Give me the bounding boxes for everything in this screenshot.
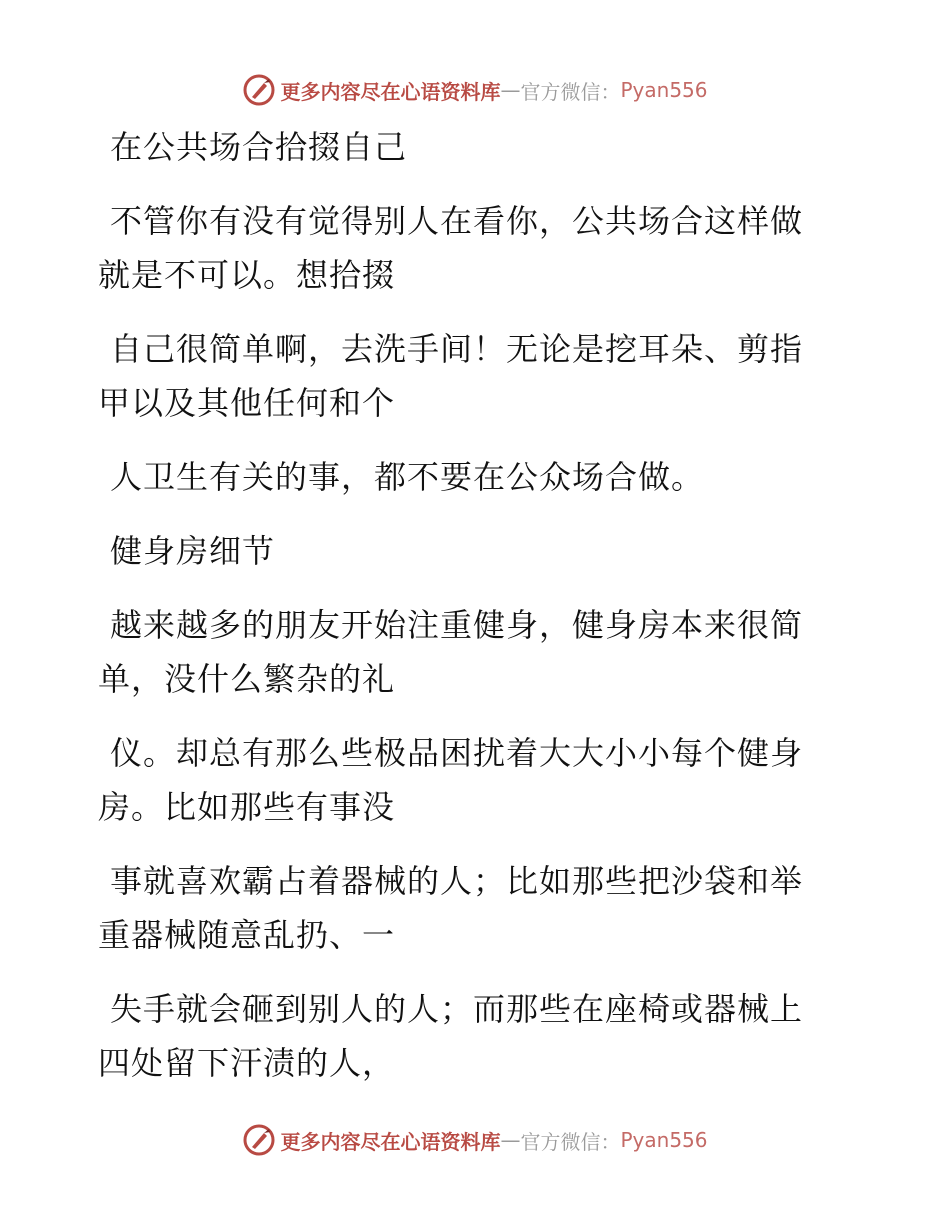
pen-nib-circle-icon: [242, 73, 276, 107]
paragraph-line: 重器械随意乱扔、一: [98, 916, 396, 954]
banner-main-text: 更多内容尽在心语资料库: [280, 79, 501, 104]
paragraph-line: 就是不可以。想拾掇: [98, 256, 396, 294]
pen-nib-circle-icon: [242, 1123, 276, 1157]
banner-wechat-label: 官方微信：: [520, 1129, 621, 1154]
paragraph-line: 越来越多的朋友开始注重健身，健身房本来很简: [110, 606, 804, 644]
paragraph-line: 单，没什么繁杂的礼: [98, 660, 396, 698]
header-banner: [0, 70, 950, 110]
section-heading: 健身房细节: [110, 532, 276, 570]
footer-banner: [0, 1120, 950, 1160]
banner-wechat-label: 官方微信：: [520, 79, 621, 104]
paragraph-line: 自己很简单啊，去洗手间！无论是挖耳朵、剪指: [110, 330, 804, 368]
paragraph-line: 甲以及其他任何和个: [98, 384, 396, 422]
paragraph-line: 事就喜欢霸占着器械的人；比如那些把沙袋和举: [110, 862, 804, 900]
section-heading: 在公共场合拾掇自己: [110, 128, 408, 166]
banner-dash: —: [500, 1128, 521, 1152]
paragraph-line: 人卫生有关的事，都不要在公众场合做。: [110, 458, 705, 496]
document-body: [98, 120, 833, 1090]
banner-wechat-id: Pyan556: [620, 78, 708, 102]
banner-dash: —: [500, 78, 521, 102]
paragraph-line: 失手就会砸到别人的人；而那些在座椅或器械上: [110, 990, 804, 1028]
paragraph-line: 四处留下汗渍的人，: [98, 1044, 396, 1082]
banner-wechat-id: Pyan556: [620, 1128, 708, 1152]
paragraph-line: 房。比如那些有事没: [98, 788, 396, 826]
banner-main-text: 更多内容尽在心语资料库: [280, 1129, 501, 1154]
paragraph-line: 不管你有没有觉得别人在看你，公共场合这样做: [110, 202, 804, 240]
paragraph-line: 仪。却总有那么些极品困扰着大大小小每个健身: [110, 734, 804, 772]
